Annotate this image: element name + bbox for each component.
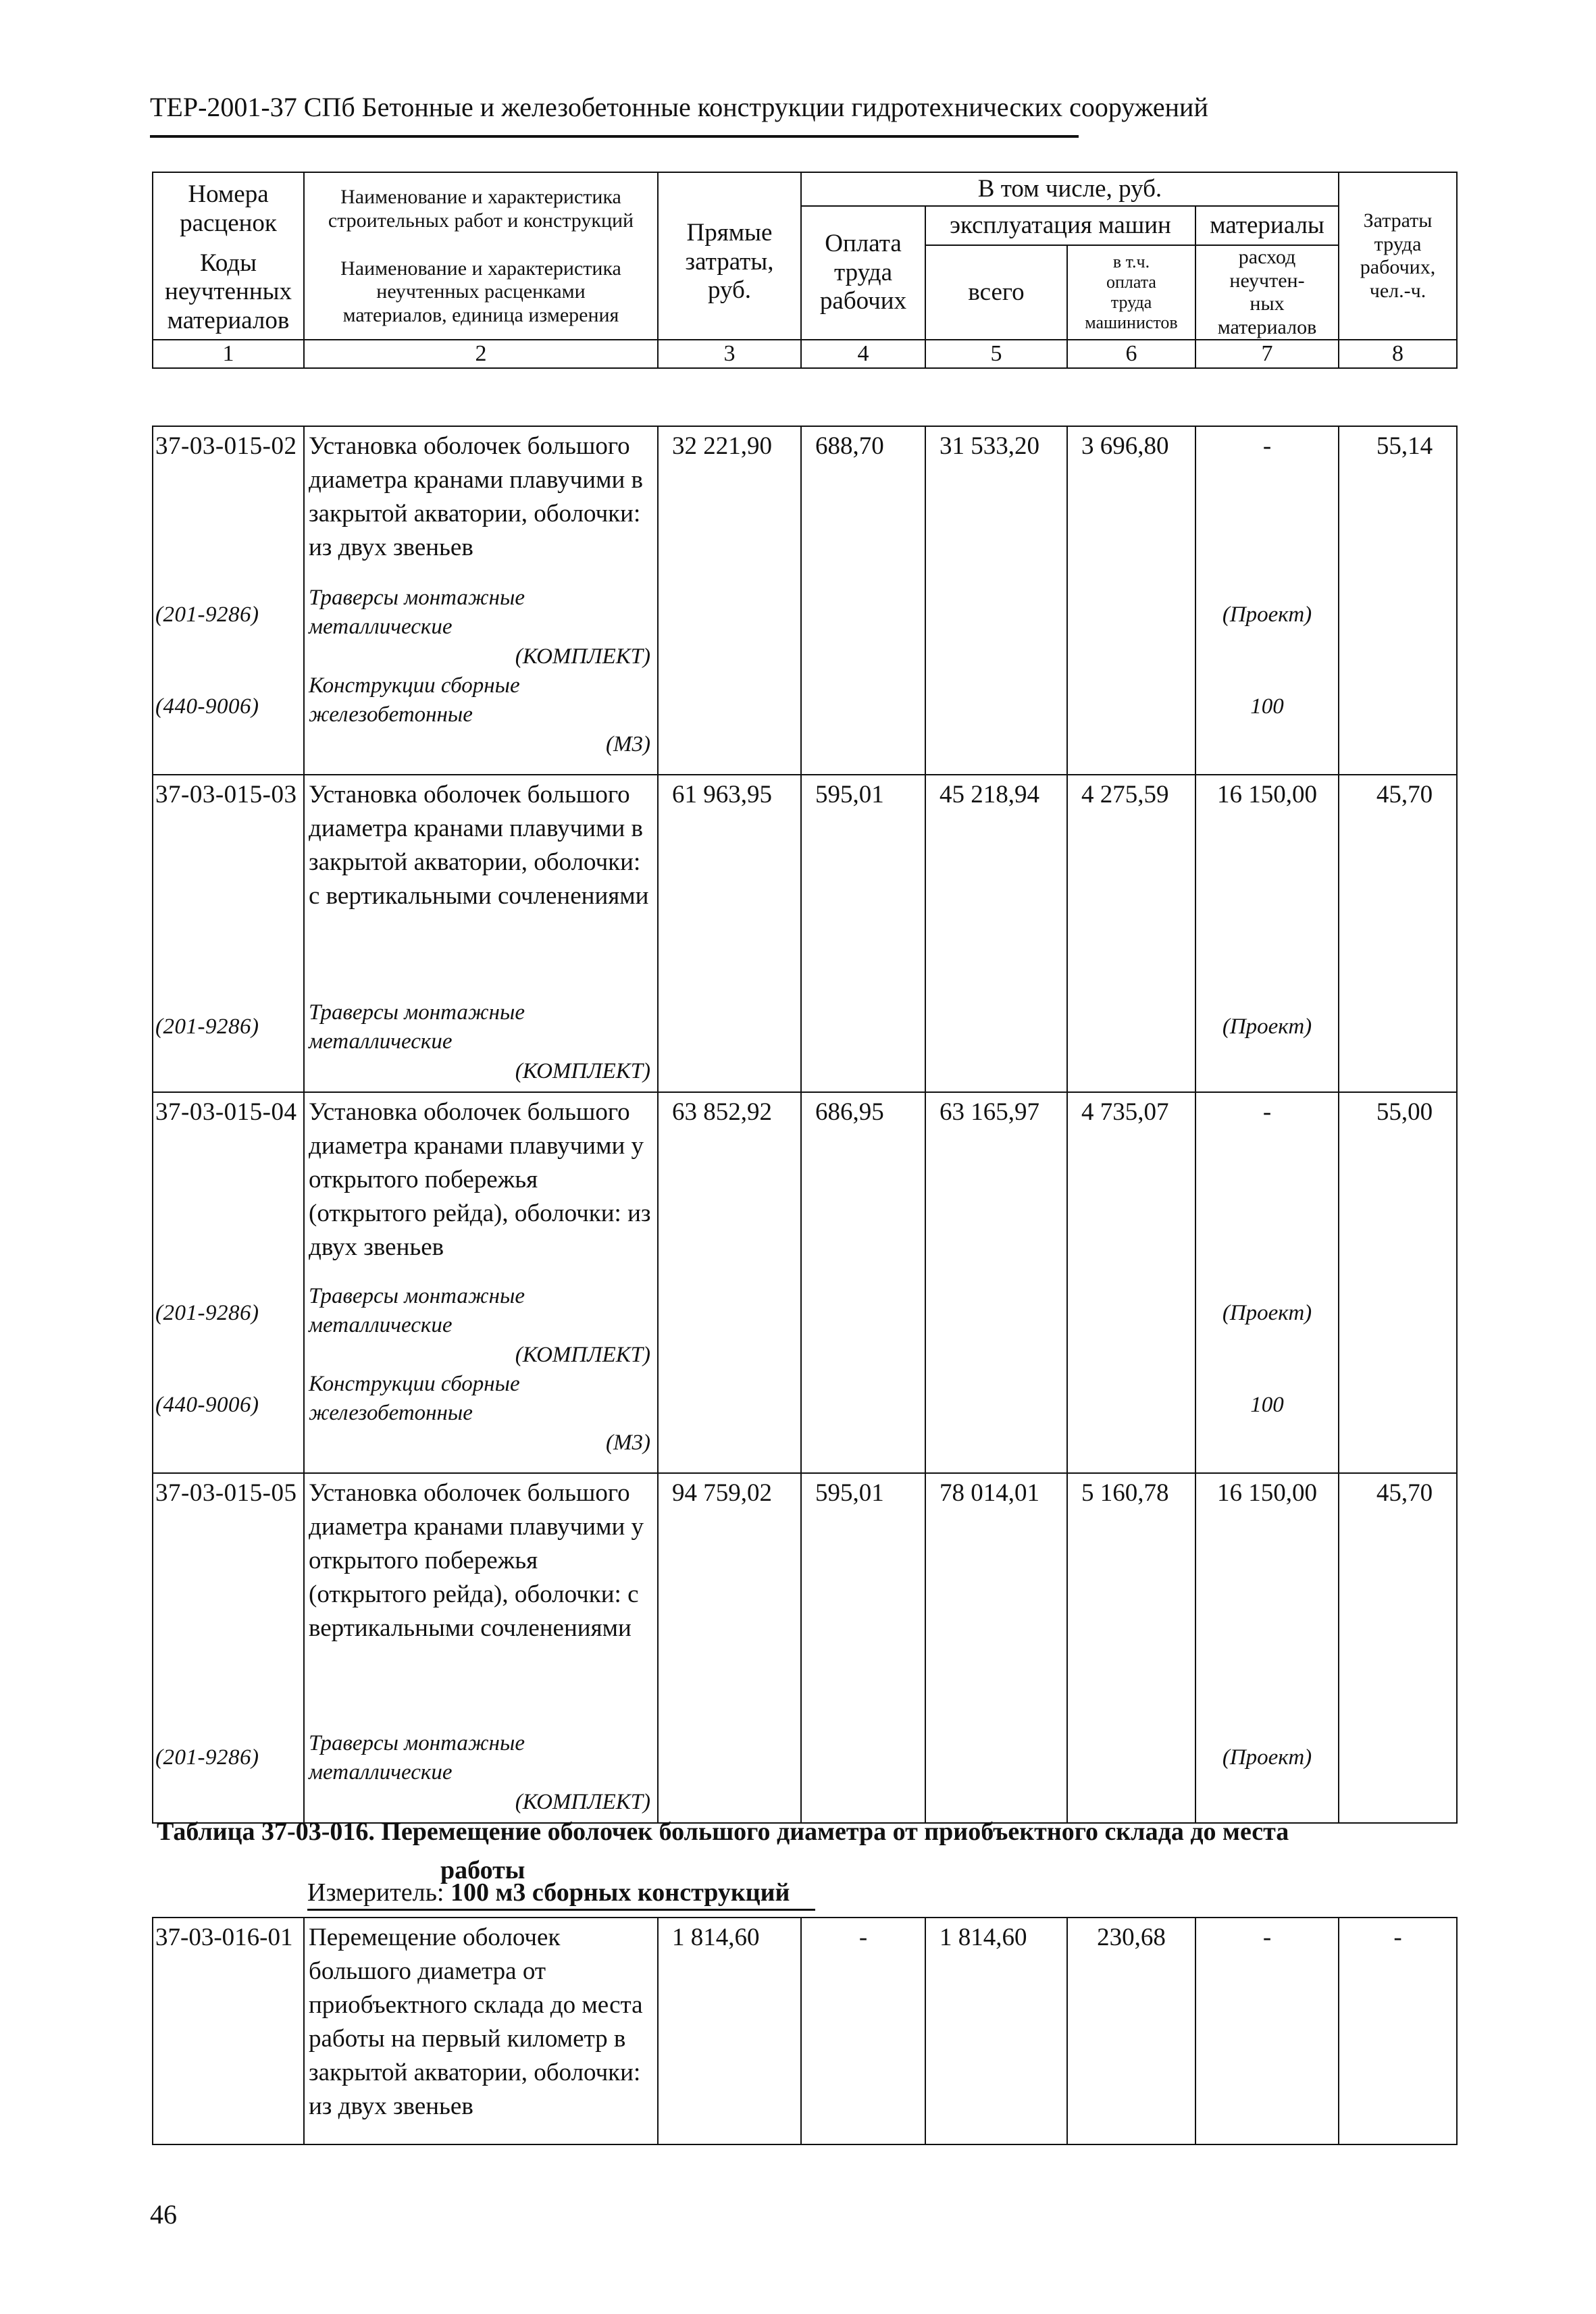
col2-header-bottom: Наименование и характеристика неучтенных расценками материалов, единица измерения <box>304 245 658 340</box>
table-row <box>153 1473 1457 1823</box>
incl-header: В том числе, руб. <box>801 172 1339 206</box>
col-num-5: 5 <box>925 340 1067 368</box>
machine-cost: 31 533,20 <box>925 426 1067 775</box>
page-number: 46 <box>150 2199 177 2230</box>
col5-header: всего <box>925 245 1067 340</box>
rate-code: 37-03-015-02 <box>155 432 297 460</box>
rate-name: Установка оболочек большого диаметра кранами плавучими в закрытой акватории, оболочки: с вертикальными сочленениями <box>309 781 649 910</box>
rate-code: 37-03-015-03 <box>155 781 297 808</box>
material-name: Траверсы монтажные металлические <box>309 1731 525 1784</box>
machine-cost: 63 165,97 <box>925 1092 1067 1473</box>
machinist-cost: 4 275,59 <box>1067 775 1195 1092</box>
material-name: Конструкции сборные железобетонные <box>309 673 520 727</box>
labor-cost: - <box>801 1918 925 2144</box>
material-name: Траверсы монтажные металлические <box>309 586 525 639</box>
material-code: (440-9006) <box>155 1393 259 1418</box>
col8-header: Затраты труда рабочих, чел.-ч. <box>1339 172 1457 340</box>
material-code: (440-9006) <box>155 694 259 719</box>
col3-header: Прямые затраты, руб. <box>658 172 801 340</box>
measure-rule <box>307 1909 815 1911</box>
rate-name: Установка оболочек большого диаметра кранами плавучими у открытого побережья (открытого рейда), оболочки: из двух звеньев <box>309 1098 651 1261</box>
machinist-cost: 3 696,80 <box>1067 426 1195 775</box>
table-row <box>153 1092 1457 1473</box>
material-code: (201-9286) <box>155 1745 259 1770</box>
labor-cost: 688,70 <box>801 426 925 775</box>
material-code: (201-9286) <box>155 1300 259 1325</box>
labor-hours: 55,14 <box>1339 426 1457 775</box>
machinist-cost: 230,68 <box>1067 1918 1195 2144</box>
rate-name: Перемещение оболочек большого диаметра от приобъектного склада до места работы на первый километр в закрытой акватории, оболочки: из двух звеньев <box>304 1918 658 2144</box>
col1-header-bottom: Коды неучтенных материалов <box>153 245 304 340</box>
material-qty: (Проект) <box>1222 1745 1312 1770</box>
materials-header: материалы <box>1195 206 1339 245</box>
material-cost: - <box>1262 432 1272 460</box>
machines-header: эксплуатация машин <box>925 206 1195 245</box>
rate-code: 37-03-015-04 <box>155 1098 297 1126</box>
material-cost: - <box>1262 1098 1272 1126</box>
material-cost: 16 150,00 <box>1217 781 1317 808</box>
labor-hours: - <box>1339 1918 1457 2144</box>
machine-cost: 45 218,94 <box>925 775 1067 1092</box>
rate-name: Установка оболочек большого диаметра кранами плавучими у открытого побережья (открытого рейда), оболочки: с вертикальными сочленениями <box>309 1479 644 1642</box>
material-cost: 16 150,00 <box>1217 1479 1317 1507</box>
direct-cost: 1 814,60 <box>658 1918 801 2144</box>
table-016-caption: Таблица 37-03-016. Перемещение оболочек большого диаметра от приобъектного склада до места работы <box>157 1818 1289 1884</box>
material-unit: (М3) <box>606 732 650 757</box>
direct-cost: 94 759,02 <box>658 1473 801 1823</box>
col-num-2: 2 <box>304 340 658 368</box>
material-unit: (КОМПЛЕКТ) <box>515 1342 650 1367</box>
labor-hours: 45,70 <box>1339 775 1457 1092</box>
material-code: (201-9286) <box>155 1014 259 1039</box>
labor-cost: 595,01 <box>801 775 925 1092</box>
document-header-title: ТЕР-2001-37 СПб Бетонные и железобетонные конструкции гидротехнических сооружений <box>150 92 1208 122</box>
col-num-8: 8 <box>1339 340 1457 368</box>
col-num-4: 4 <box>801 340 925 368</box>
header-rule <box>150 135 1079 138</box>
labor-hours: 55,00 <box>1339 1092 1457 1473</box>
machinist-cost: 4 735,07 <box>1067 1092 1195 1473</box>
material-name: Траверсы монтажные металлические <box>309 1284 525 1337</box>
column-header-table <box>152 172 1458 369</box>
rate-code: 37-03-015-05 <box>155 1479 297 1507</box>
rate-code: 37-03-016-01 <box>153 1918 304 2144</box>
material-qty: (Проект) <box>1222 602 1312 627</box>
material-qty: (Проект) <box>1222 1300 1312 1325</box>
col4-header: Оплата труда рабочих <box>801 206 925 340</box>
col-num-1: 1 <box>153 340 304 368</box>
col-num-3: 3 <box>658 340 801 368</box>
material-code: (201-9286) <box>155 602 259 627</box>
material-qty: (Проект) <box>1222 1014 1312 1039</box>
labor-cost: 595,01 <box>801 1473 925 1823</box>
measure-line <box>307 1878 790 1907</box>
col6-header: в т.ч. оплата труда машинистов <box>1067 245 1195 340</box>
table-016 <box>152 1917 1458 2145</box>
measure-value: 100 м3 сборных конструкций <box>451 1878 790 1907</box>
material-qty: 100 <box>1250 694 1284 719</box>
material-qty: 100 <box>1250 1393 1284 1418</box>
machine-cost: 78 014,01 <box>925 1473 1067 1823</box>
material-unit: (М3) <box>606 1431 650 1456</box>
col7-header: расход неучтен- ных материалов <box>1195 245 1339 340</box>
rates-table <box>152 426 1458 1824</box>
table-row <box>153 426 1457 775</box>
machinist-cost: 5 160,78 <box>1067 1473 1195 1823</box>
machine-cost: 1 814,60 <box>925 1918 1067 2144</box>
direct-cost: 32 221,90 <box>658 426 801 775</box>
material-unit: (КОМПЛЕКТ) <box>515 644 650 669</box>
labor-cost: 686,95 <box>801 1092 925 1473</box>
table-row <box>153 775 1457 1092</box>
direct-cost: 63 852,92 <box>658 1092 801 1473</box>
col-num-7: 7 <box>1195 340 1339 368</box>
direct-cost: 61 963,95 <box>658 775 801 1092</box>
col1-header-top: Номера расценок <box>153 172 304 245</box>
measure-label: Измеритель: <box>307 1878 444 1907</box>
material-cost: - <box>1195 1918 1339 2144</box>
col-num-6: 6 <box>1067 340 1195 368</box>
labor-hours: 45,70 <box>1339 1473 1457 1823</box>
material-name: Конструкции сборные железобетонные <box>309 1372 520 1426</box>
rate-name: Установка оболочек большого диаметра кранами плавучими в закрытой акватории, оболочки: из двух звеньев <box>309 432 644 561</box>
material-unit: (КОМПЛЕКТ) <box>515 1058 650 1083</box>
col2-header-top: Наименование и характеристика строительных работ и конструкций <box>304 172 658 245</box>
table-row <box>153 1918 1457 2144</box>
material-unit: (КОМПЛЕКТ) <box>515 1789 650 1814</box>
material-name: Траверсы монтажные металлические <box>309 1000 525 1054</box>
